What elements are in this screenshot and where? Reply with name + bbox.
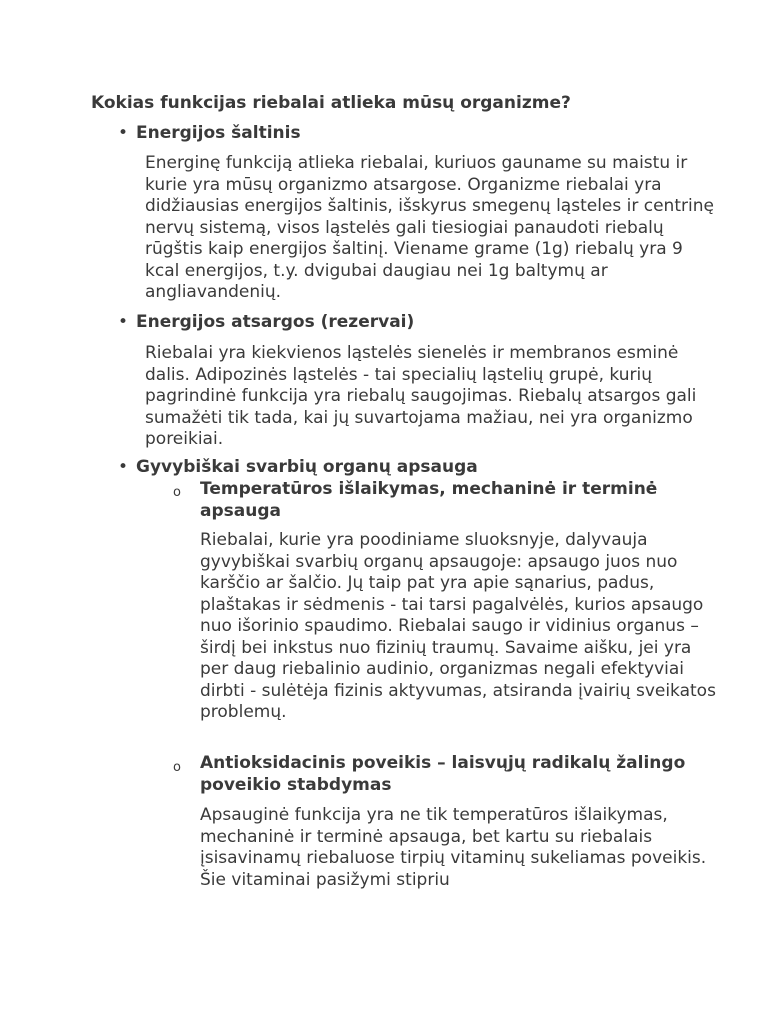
bullet-icon: •: [118, 312, 129, 332]
page-title: Kokias funkcijas riebalai atlieka mūsų organizme?: [91, 93, 571, 113]
section-title: Energijos šaltinis: [136, 123, 301, 143]
sub-bullet-icon: o: [173, 485, 181, 500]
subsection-body: Apsauginė funkcija yra ne tik temperatūros išlaikymas, mechaninė ir terminė apsauga, bet kartu su riebalais įsisavinamų riebaluose tirpių vitaminų sukeliamas poveikis. Šie vitaminai pasižymi stipriu: [200, 805, 707, 890]
subsection-title: Antioksidacinis poveikis – laisvųjų radikalų žalingo poveikio stabdymas: [200, 753, 686, 795]
sub-bullet-icon: o: [173, 760, 181, 775]
section-body: Energinę funkciją atlieka riebalai, kuriuos gauname su maistu ir kurie yra mūsų organizmo atsargose. Organizme riebalai yra didžiausias energijos šaltinis, išskyrus smegenų ląsteles ir centrinę nervų sistemą, visos ląstelės gali tiesiogiai panaudoti riebalų rūgštis kaip energijos šaltinį. Viename grame (1g) riebalų yra 9 kcal energijos, t.y. dvigubai daugiau nei 1g baltymų ar angliavandenių.: [145, 153, 714, 302]
section-energy-reserves: [118, 312, 414, 334]
bullet-icon: •: [118, 457, 129, 477]
section-body: Riebalai yra kiekvienos ląstelės sienelės ir membranos esminė dalis. Adipozinės ląstelės - tai specialių ląstelių grupė, kurių pagrindinė funkcija yra riebalų saugojimas. Riebalų atsargos gali sumažėti tik tada, kai jų suvartojama mažiau, nei yra organizmo poreikiai.: [145, 343, 697, 449]
section-title: Energijos atsargos (rezervai): [136, 312, 415, 332]
subsection-body: Riebalai, kurie yra poodiniame sluoksnyje, dalyvauja gyvybiškai svarbių organų apsaugoje: apsaugo juos nuo karščio ar šalčio. Jų taip pat yra apie sąnarius, padus, plaštakas ir sėdmenis - tai tarsi pagalvėlės, kurios apsaugo nuo išorinio spaudimo. Riebalai saugo ir vidinius organus – širdį bei inkstus nuo fizinių traumų. Savaime aišku, jei yra per daug riebalinio audinio, organizmas negali efektyviai dirbti - sulėtėja fizinis aktyvumas, atsiranda įvairių sveikatos problemų.: [200, 530, 716, 722]
section-title: Gyvybiškai svarbių organų apsauga: [136, 457, 478, 477]
subsection-title: Temperatūros išlaikymas, mechaninė ir terminė apsauga: [200, 479, 658, 521]
section-energy-source: [118, 123, 301, 145]
bullet-icon: •: [118, 123, 129, 143]
section-organ-protection: [118, 457, 478, 479]
